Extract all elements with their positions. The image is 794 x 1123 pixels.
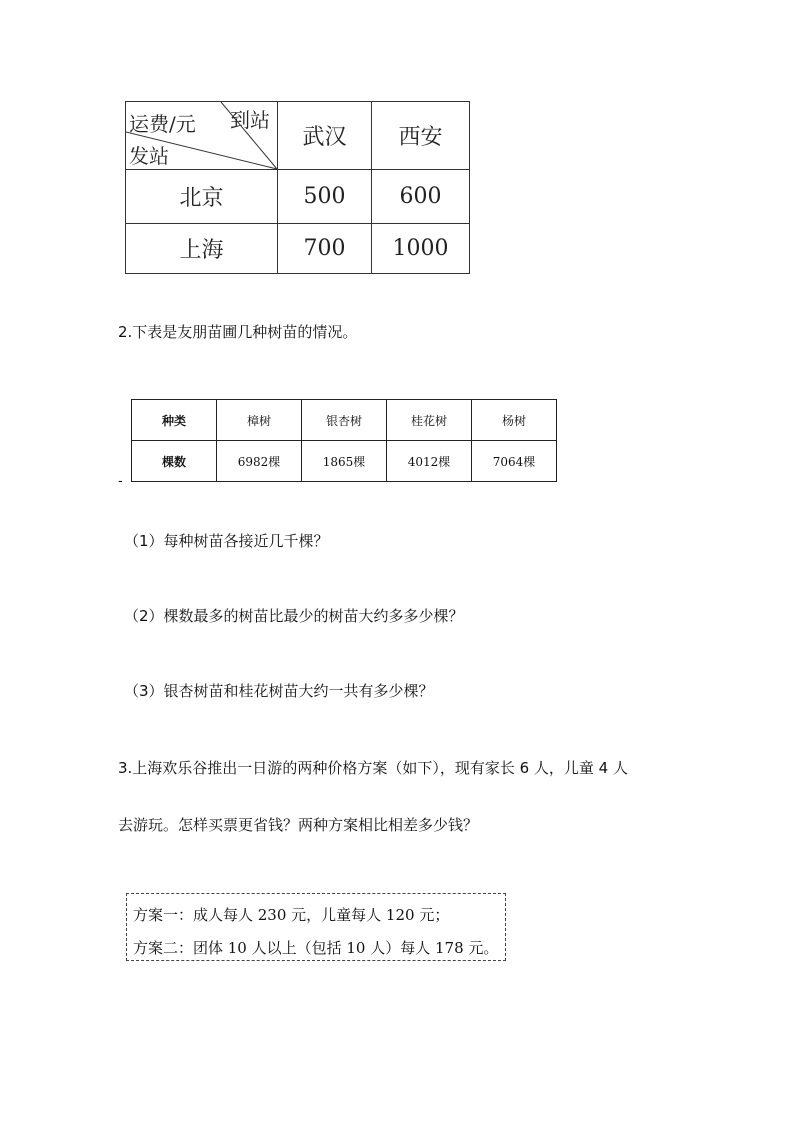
question-3-line-1: 3.上海欢乐谷推出一日游的两种价格方案（如下），现有家长 6 人，儿童 4 人 (118, 759, 628, 777)
plan-1-text: 方案一：成人每人 230 元，儿童每人 120 元； (133, 906, 450, 924)
table-cell: 700 (303, 236, 346, 261)
tree-table (131, 399, 557, 482)
table-cell: 桂花树 (387, 400, 472, 441)
column-header-wuhan: 武汉 (302, 125, 347, 150)
row-header-beijing: 北京 (179, 186, 224, 211)
table-cell: 7064棵 (472, 441, 557, 482)
header-destination-label: 到站 (230, 108, 270, 132)
question-2-title: 2.下表是友朋苗圃几种树苗的情况。 (118, 323, 358, 341)
table-cell: 500 (303, 184, 346, 209)
table-cell: 杨树 (472, 400, 557, 441)
price-plans-box (126, 893, 506, 961)
question-2-part-1: （1）每种树苗各接近几千棵？ (124, 532, 329, 550)
column-header-xian: 西安 (398, 125, 443, 150)
row-header-shanghai: 上海 (179, 238, 224, 263)
table-cell: 600 (399, 184, 442, 209)
table-row (132, 400, 557, 441)
question-2-part-3: （3）银杏树苗和桂花树苗大约一共有多少棵？ (124, 682, 434, 700)
header-origin-label: 发站 (129, 144, 169, 168)
row-header-count: 棵数 (132, 441, 217, 482)
row-header-type: 种类 (132, 400, 217, 441)
table-cell: 银杏树 (302, 400, 387, 441)
table-cell: 1000 (392, 236, 449, 261)
table-cell: 4012棵 (387, 441, 472, 482)
dash-mark: - (118, 474, 123, 489)
question-3-line-2: 去游玩。怎样买票更省钱？两种方案相比相差多少钱？ (118, 816, 479, 834)
header-fare-label: 运费/元 (129, 112, 196, 136)
freight-table (125, 101, 470, 274)
table-cell: 1865棵 (302, 441, 387, 482)
question-2-part-2: （2）棵数最多的树苗比最少的树苗大约多多少棵？ (124, 607, 464, 625)
table-cell: 6982棵 (217, 441, 302, 482)
plan-2-text: 方案二：团体 10 人以上（包括 10 人）每人 178 元。 (133, 939, 499, 957)
table-row (132, 441, 557, 482)
table-cell: 樟树 (217, 400, 302, 441)
